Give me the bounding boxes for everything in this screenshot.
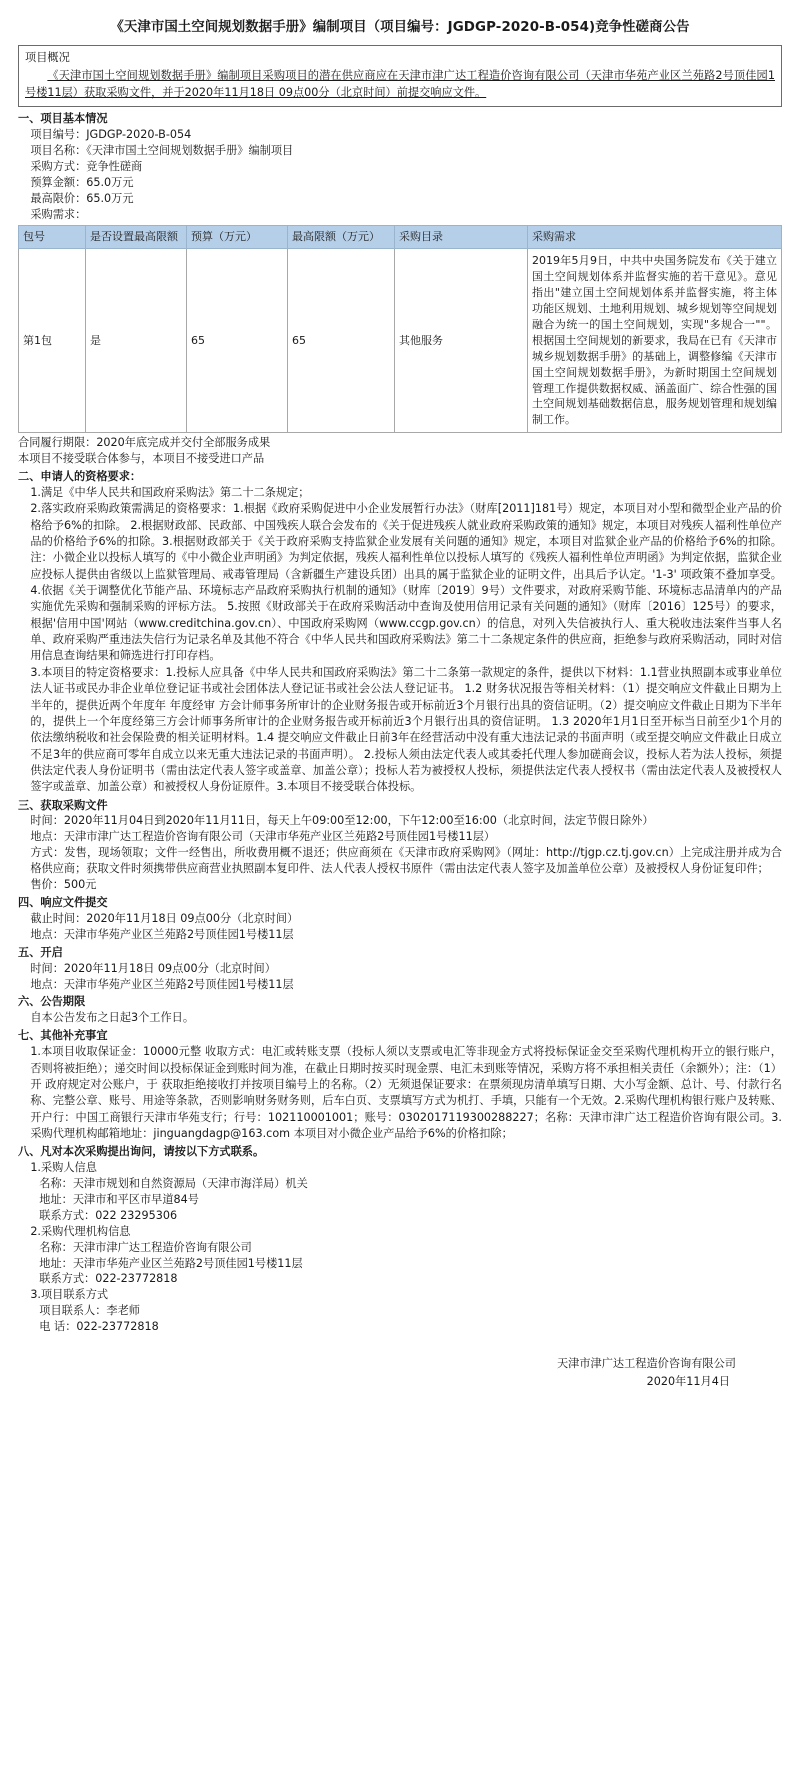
budget-amount: 预算金额：65.0万元 — [30, 176, 134, 189]
max-price: 最高限价：65.0万元 — [30, 191, 134, 205]
table-header-row — [19, 225, 782, 248]
section-4-heading: 四、响应文件提交 — [18, 896, 108, 910]
project-name: 项目名称：《天津市国土空间规划数据手册》编制项目 — [30, 144, 294, 158]
th-has-cap: 是否设置最高限额 — [86, 225, 187, 248]
th-package: 包号 — [19, 225, 86, 248]
agency-contact: 联系方式：022-23772818 — [39, 1272, 178, 1286]
requirement-table — [18, 225, 782, 434]
th-requirement: 采购需求 — [528, 225, 782, 248]
cell-cap: 65 — [288, 249, 395, 433]
contract-term-note: 合同履行期限：2020年底完成并交付全部服务成果 — [18, 436, 271, 450]
qualification-item-2: 2.落实政府采购政策需满足的资格要求：1.根据《政府采购促进中小企业发展暂行办法》（财库[2011]181号）规定，本项目对小型和微型企业产品的价格给予6%的扣除。 2.根据财政部、民政部、中国残疾人联合会发布的《关于促进残疾人就业政府采购政策的通知》规定，本项目对残疾人福利性单位产品的价格给予6%的扣除。3.根据财政部关于《关于政府采购支持监狱企业发展有关问题的通知》规定，本项目对监狱企业产品的价格给予6%的扣除。注：小微企业以投标人填写的《中小微企业声明函》为判定依据，残疾人福利性单位以投标人填写的《残疾人福利性单位声明函》为判定依据，监狱企业应投标人提供由省级以上监狱管理局、戒毒管理局（含新疆生产建设兵团）出具的属于监狱企业的证明文件，出具后予认定。'1-3' 项政策不叠加享受。4.依据《关于调整优化节能产品、环境标志产品政府采购执行机制的通知》（财库〔2019〕9号）文件要求，对政府采购节能、环境标志品清单内的产品实施优先采购和强制采购的评标方法。 5.按照《财政部关于在政府采购活动中查询及使用信用记录有关问题的通知》（财库〔2016〕125号）的要求，根据'信用中国'网站（www.creditchina.gov.cn）、中国政府采购网（www.ccgp.gov.cn）的信息，对列入失信被执行人、重大税收违法案件当事人名单、政府采购严重违法失信行为记录名单及其他不符合《中华人民共和国政府采购法》第二十二条规定条件的供应商，拒绝参与政府采购活动，同时对信用信息查询结果和筛选进行打印存档。 — [30, 502, 782, 663]
agency-name: 名称：天津市津广达工程造价咨询有限公司 — [39, 1240, 252, 1254]
other-matters-item-1: 1.本项目收取保证金：10000元整 收取方式：电汇或转账支票（投标人须以支票或电汇等非现金方式将投标保证金交至采购代理机构开立的银行账户，否则将被拒绝）；递交时间以投标保证金到账时间为准，在截止日期时按买时现金票、电汇未到账等情况，采购方将不承担相关责任（余额外）；注：（1）开 政府规定对公账户，于 获取拒绝接收打并按项目编号上的名称。（2）无须退保证要求：在票须现房清单填写日期、大小写金额、总计、号、付款行名称、完整公章、账号、用途等条款，否则影响财务财务则，后车白页、支票填写方式为机打、手填，只能有一个无效。2.采购代理机构银行账户及转账、开户行：中国工商银行天津市华苑支行；行号：102110001001；账号：0302017119300288227；名称：天津市津广达工程造价咨询有限公司。3.采购代理机构邮箱地址：jinguangdagp@163.com 本项目对小微企业产品给予6%的价格扣除； — [30, 1045, 782, 1140]
cell-budget: 65 — [187, 249, 288, 433]
procurement-method: 采购方式：竞争性磋商 — [30, 160, 143, 174]
overview-text: 《天津市国土空间规划数据手册》编制项目采购项目的潜在供应商应在天津市津广达工程造价咨询有限公司（天津市华苑产业区兰苑路2号顶佳园1号楼11层）获取采购文件，并于2020年11月18日 09点00分（北京时间）前提交响应文件。 — [25, 69, 775, 100]
section-3-heading: 三、获取采购文件 — [18, 798, 108, 812]
overview-label: 项目概况 — [25, 51, 70, 65]
qualification-item-3: 3.本项目的特定资格要求：1.投标人应具备《中华人民共和国政府采购法》第二十二条第一款规定的条件，提供以下材料：1.1营业执照副本或事业单位法人证书或民办非企业单位登记证书或社会团体法人登记证书或社会公法人登记证书。 1.2 财务状况报告等相关材料：（1）提交响应文件截止日期为上半年的，提供近两个年度年 年度经审 方会计师事务所审计的企业财务报告或开标前近3个月银行出具的资信证明。（2）提交响应文件截止日期为下半年的，提供上一个年度经第三方会计师事务所审计的企业财务报告或开标前近3个月银行出具的资信证明。 1.3 2020年1月1日至开标当日前至少1个月的依法缴纳税收和社会保险费的相关证明材料。1.4 提交响应文件截止日前3年在经营活动中没有重大违法记录的书面声明（或至提交响应文件截止日成立不足3年的供应商可零年自成立以来无重大违法记录的书面声明）。 2.投标人须由法定代表人或其委托代理人参加磋商会议，投标人若为法人投标，须提供法定代表人身份证明书（需由法定代表人签字或盖章、加盖公章）；投标人若为被授权人投标，须提供法定代表人授权书（需由法定代表人及被授权人签字或盖章、加盖公章）和被授权人身份证原件。3.本项目不接受联合体投标。 — [30, 665, 782, 794]
section-6-heading: 六、公告期限 — [18, 995, 86, 1009]
agency-address: 地址：天津市华苑产业区兰苑路2号顶佳园1号楼11层 — [39, 1256, 303, 1270]
opening-place: 地点：天津市华苑产业区兰苑路2号顶佳园1号楼11层 — [30, 977, 294, 991]
section-8-heading: 八、凡对本次采购提出询问，请按以下方式联系。 — [18, 1145, 265, 1159]
th-catalog: 采购目录 — [395, 225, 528, 248]
purchaser-name: 名称：天津市规划和自然资源局（天津市海洋局）机关 — [39, 1177, 308, 1191]
purchaser-info-label: 1.采购人信息 — [30, 1161, 97, 1175]
procurement-demand-label: 采购需求： — [30, 207, 87, 221]
project-overview-box — [18, 45, 782, 107]
announcement-period: 自本公告发布之日起3个工作日。 — [30, 1011, 195, 1025]
signature-date: 2020年11月4日 — [646, 1375, 730, 1389]
agency-info-label: 2.采购代理机构信息 — [30, 1224, 131, 1238]
consortium-note: 本项目不接受联合体参与，本项目不接受进口产品 — [18, 452, 265, 466]
submission-deadline: 截止时间：2020年11月18日 09点00分（北京时间） — [30, 911, 299, 925]
doc-acquisition-method: 方式：发售，现场领取；文件一经售出，所收费用概不退还；供应商须在《天津市政府采购网》（网址：http://tjgp.cz.tj.gov.cn）上完成注册并成为合格供应商；获取文件时须携带供应商营业执照副本复印件、法人代表人授权书原件（需由法定代表人签字及加盖单位公章）及被授权人身份证复印件； — [30, 846, 782, 876]
opening-time: 时间：2020年11月18日 09点00分（北京时间） — [30, 961, 276, 975]
doc-acquisition-place: 地点：天津市津广达工程造价咨询有限公司（天津市华苑产业区兰苑路2号顶佳园1号楼11层） — [30, 830, 496, 844]
section-5-heading: 五、开启 — [18, 945, 63, 959]
doc-acquisition-time: 时间：2020年11月04日到2020年11月11日，每天上午09:00至12:00，下午12:00至16:00（北京时间，法定节假日除外） — [30, 814, 654, 828]
signature-block — [18, 1355, 782, 1391]
purchaser-address: 地址：天津市和平区市早道84号 — [39, 1192, 199, 1206]
purchaser-contact: 联系方式：022 23295306 — [39, 1208, 178, 1222]
th-budget: 预算（万元） — [187, 225, 288, 248]
table-row — [19, 249, 782, 433]
cell-requirement: 2019年5月9日，中共中央国务院发布《关于建立国土空间规划体系并监督实施的若干意见》。意见指出"建立国土空间规划体系并监督实施，将主体功能区规划、土地利用规划、城乡规划等空间规划融合为统一的国土空间规划，实现"多规合一""。根据国土空间规划的新要求，我局在已有《天津市城乡规划数据手册》的基础上，调整修编《天津市国土空间规划数据手册》，为新时期国土空间规划管理工作提供数据权威、涵盖面广、综合性强的国土空间规划基础数据信息，服务规划管理和规划编制工作。 — [528, 249, 782, 433]
doc-price: 售价：500元 — [30, 878, 97, 892]
project-contact-label: 3.项目联系方式 — [30, 1288, 109, 1302]
section-2-heading: 二、申请人的资格要求： — [18, 470, 142, 484]
section-1-heading: 一、项目基本情况 — [18, 112, 108, 126]
qualification-item-1: 1.满足《中华人民共和国政府采购法》第二十二条规定； — [30, 486, 310, 500]
cell-package: 第1包 — [19, 249, 86, 433]
section-7-heading: 七、其他补充事宜 — [18, 1029, 108, 1043]
submission-place: 地点：天津市华苑产业区兰苑路2号顶佳园1号楼11层 — [30, 927, 294, 941]
project-contact-person: 项目联系人：李老师 — [39, 1304, 140, 1318]
project-contact-phone: 电 话：022-23772818 — [39, 1320, 159, 1334]
th-cap: 最高限额（万元） — [288, 225, 395, 248]
cell-catalog: 其他服务 — [395, 249, 528, 433]
cell-has-cap: 是 — [86, 249, 187, 433]
page-title: 《天津市国土空间规划数据手册》编制项目（项目编号：JGDGP-2020-B-054)竞争性磋商公告 — [110, 20, 690, 35]
signature-company: 天津市津广达工程造价咨询有限公司 — [556, 1357, 736, 1371]
project-number: 项目编号：JGDGP-2020-B-054 — [30, 128, 192, 142]
